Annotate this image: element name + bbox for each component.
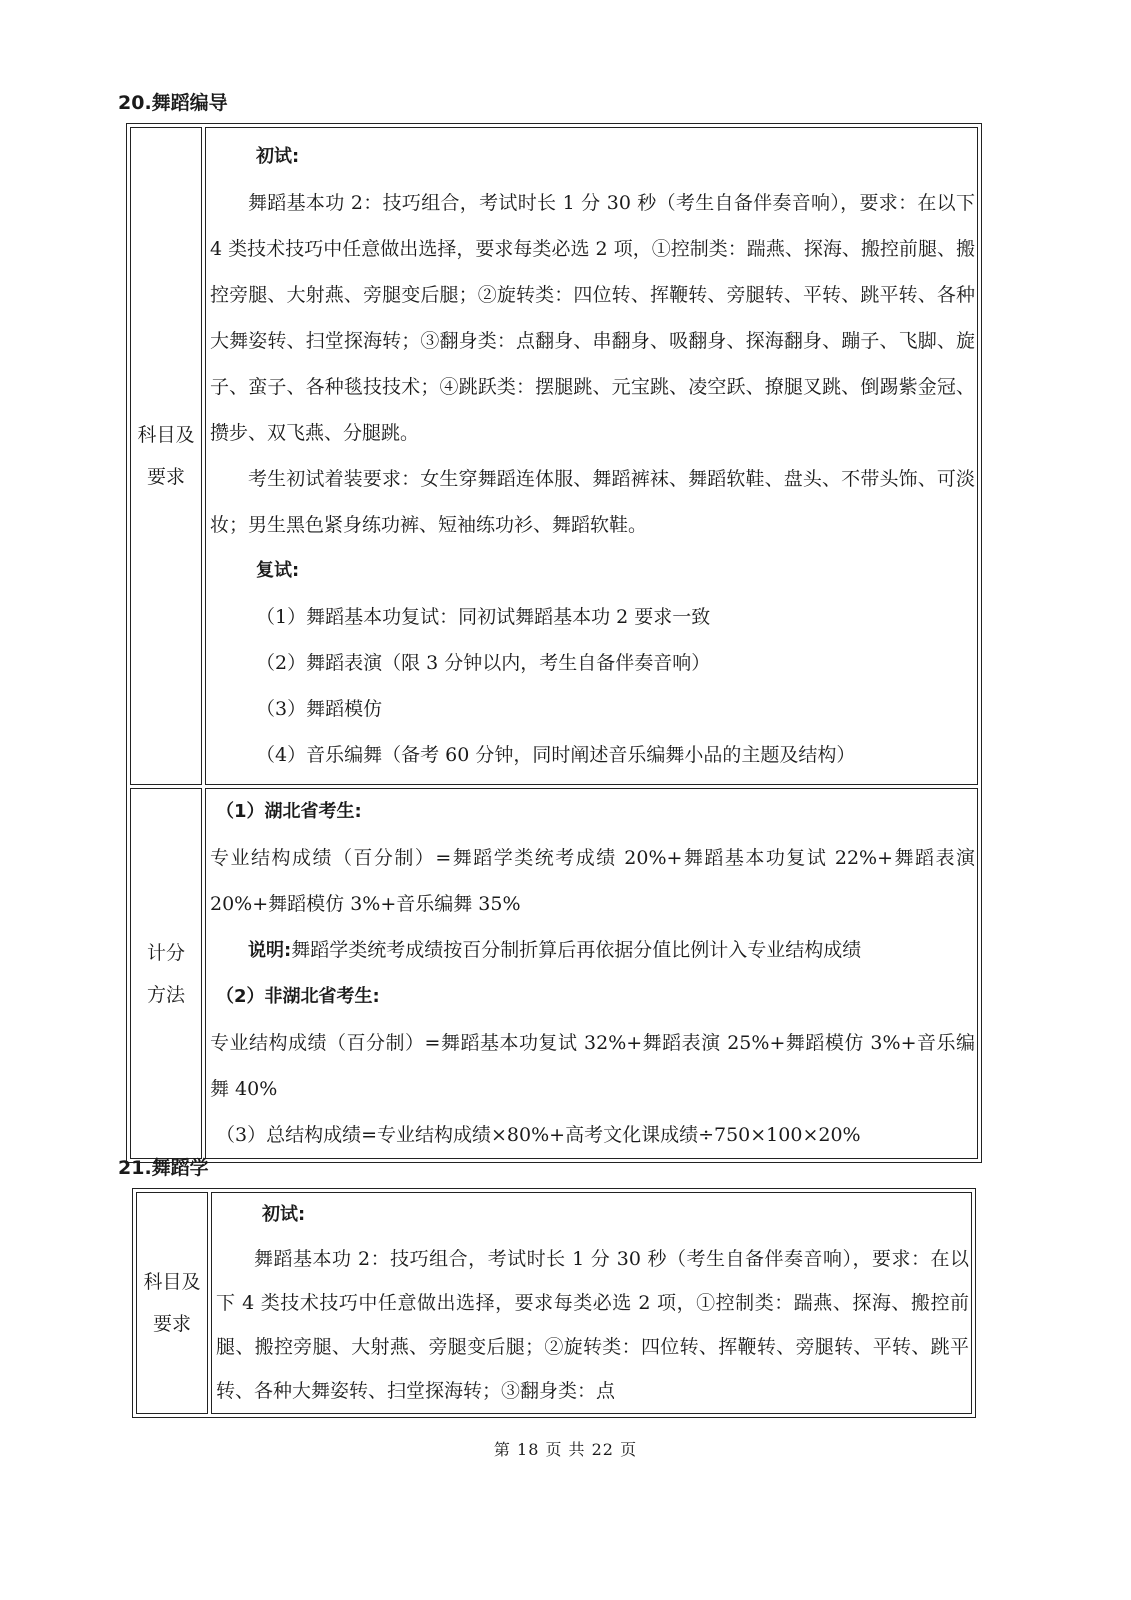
prelim-technique-text: 舞蹈基本功 2：技巧组合，考试时长 1 分 30 秒（考生自备伴奏音响），要求：在以下 4 类技术技巧中任意做出选择，要求每类必选 2 项，①控制类：踹燕、探海、搬控前腿、搬控旁腿、大射燕、旁腿变后腿；②旋转类：四位转、挥鞭转、旁腿转、平转、跳平转、各种大舞姿转、扫堂探海转；③翻身类：点翻身、串翻身、吸翻身、探海翻身、蹦子、飞脚、旋子、蛮子、各种毯技技术；④跳跃类：摆腿跳、元宝跳、凌空跃、撩腿叉跳、倒踢紫金冠、攒步、双飞燕、分腿跳。 [210, 192, 975, 444]
section-20-heading: 20.舞蹈编导 [118, 92, 228, 114]
section-21-heading: 21.舞蹈学 [118, 1157, 209, 1179]
retest-item: （2）舞蹈表演（限 3 分钟以内，考生自备伴奏音响） [256, 652, 711, 674]
retest-item: （4）音乐编舞（备考 60 分钟，同时阐述音乐编舞小品的主题及结构） [256, 744, 856, 766]
prelim-technique-text: 舞蹈基本功 2：技巧组合，考试时长 1 分 30 秒（考生自备伴奏音响），要求：在以下 4 类技术技巧中任意做出选择，要求每类必选 2 项，①控制类：踹燕、探海、搬控前腿、搬控旁腿、大射燕、旁腿变后腿；②旋转类：四位转、挥鞭转、旁腿转、平转、跳平转、各种大舞姿转、扫堂探海转；③翻身类：点 [216, 1248, 969, 1402]
hubei-candidates-title: （1）湖北省考生: [216, 801, 362, 822]
prelim-title: 初试: [262, 1204, 306, 1225]
prelim-dress-code-text: 考生初试着装要求：女生穿舞蹈连体服、舞蹈裤袜、舞蹈软鞋、盘头、不带头饰、可淡妆；男生黑色紧身练功裤、短袖练功衫、舞蹈软鞋。 [210, 468, 975, 536]
scoring-method-label [130, 788, 202, 1159]
scoring-method-content [205, 788, 978, 1159]
total-score-formula: （3）总结构成绩=专业结构成绩×80%+高考文化课成绩÷750×100×20% [216, 1124, 861, 1146]
section-20-table [126, 123, 982, 1163]
note-label: 说明: [248, 940, 292, 961]
subjects-requirements-row [136, 1192, 972, 1414]
retest-item: （1）舞蹈基本功复试：同初试舞蹈基本功 2 要求一致 [256, 606, 711, 628]
label-line-1: 计分 [146, 941, 185, 964]
subjects-requirements-label [136, 1192, 208, 1414]
non-hubei-candidates-title: （2）非湖北省考生: [216, 986, 380, 1007]
subjects-requirements-label [130, 127, 202, 785]
subjects-requirements-content [205, 127, 978, 785]
label-line-1: 科目及 [137, 424, 195, 446]
label-line-2: 要求 [146, 466, 185, 488]
prelim-title: 初试: [256, 146, 300, 167]
note-text: 舞蹈学类统考成绩按百分制折算后再依据分值比例计入专业结构成绩 [291, 939, 862, 961]
scoring-note [206, 927, 977, 974]
label-line-1: 科目及 [143, 1271, 201, 1293]
label-line-2: 要求 [152, 1313, 191, 1335]
label-line-2: 方法 [146, 983, 185, 1006]
retest-item: （3）舞蹈模仿 [256, 698, 383, 720]
retest-title: 复试: [256, 560, 300, 581]
subjects-requirements-content [211, 1192, 972, 1414]
page-footer: 第 18 页 共 22 页 [493, 1440, 638, 1459]
subjects-requirements-row [130, 127, 978, 785]
non-hubei-formula: 专业结构成绩（百分制）=舞蹈基本功复试 32%+舞蹈表演 25%+舞蹈模仿 3%+音乐编舞 40% [210, 1032, 975, 1100]
section-21-table [132, 1188, 976, 1418]
scoring-method-row [130, 788, 978, 1159]
hubei-formula: 专业结构成绩（百分制）=舞蹈学类统考成绩 20%+舞蹈基本功复试 22%+舞蹈表演 20%+舞蹈模仿 3%+音乐编舞 35% [210, 847, 975, 915]
